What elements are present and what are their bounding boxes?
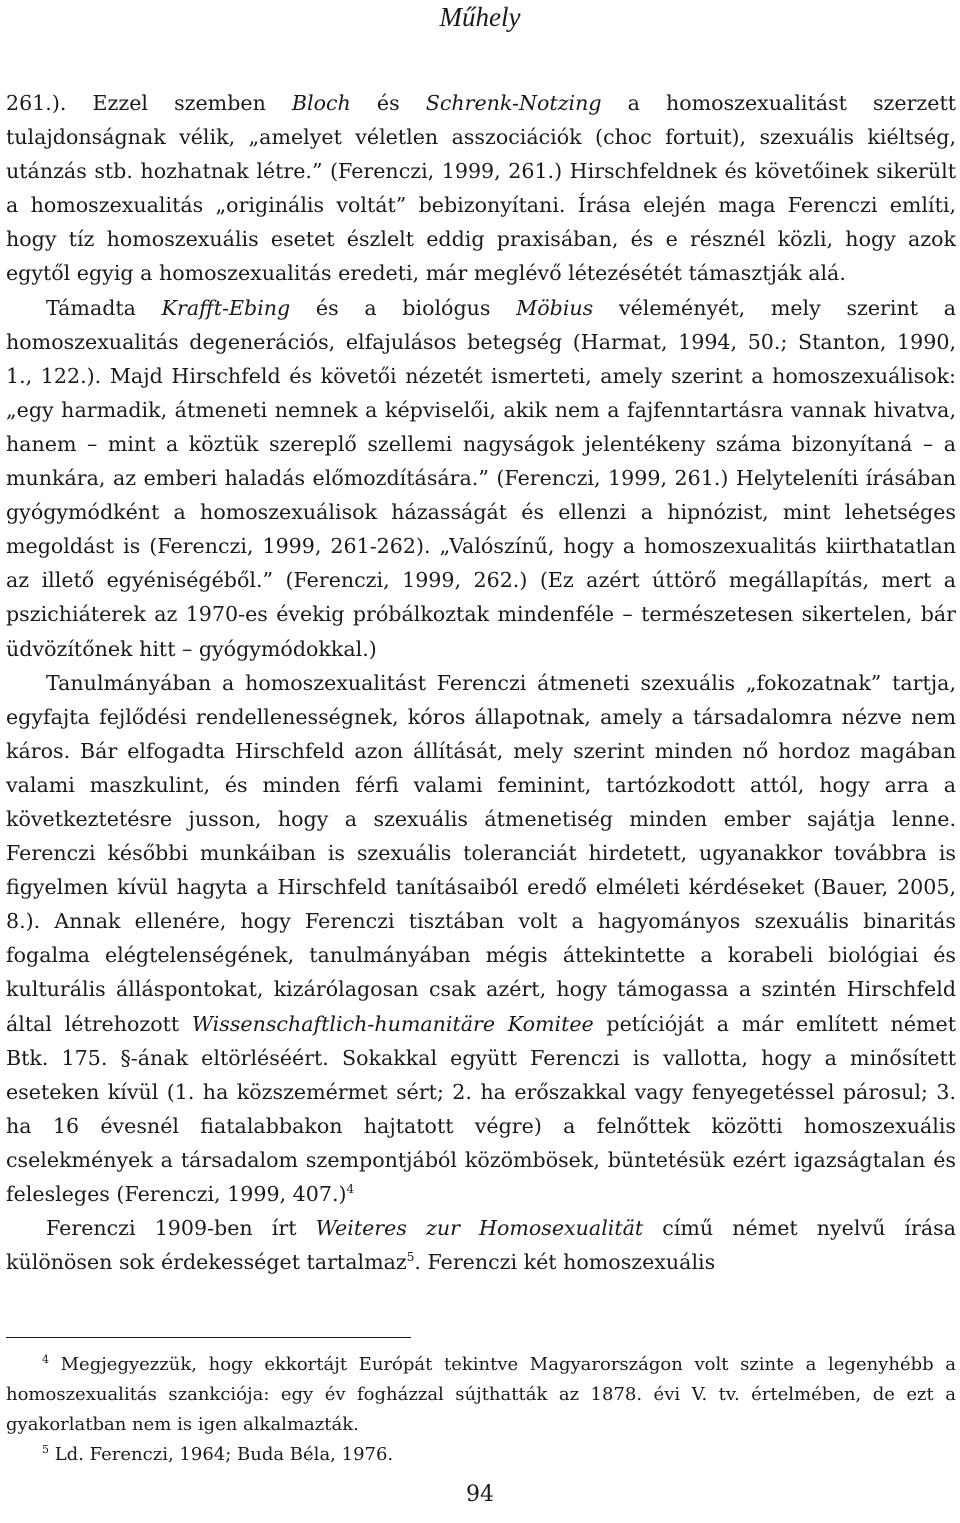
footnote-4	[6, 1350, 956, 1440]
paragraph-4	[6, 1211, 956, 1279]
text-segment: a homoszexualitást szerzett tulajdonságnak vélik, „amelyet véletlen asszociációk (choc fortuit), szexuális kiéltség, utánzás stb. hozhatnak létre.” (Ferenczi, 1999, 261.) Hirschfeldnek és követőinek sikerült a homoszexualitás „originális voltát” bebizonyítani. Írása elején maga Ferenczi említi, hogy tíz homoszexuális esetet észlelt eddig praxisában, és e résznél közli, hogy azok egytől egyig a homoszexualitás eredeti, már meglévő létezésétét támasztják alá.	[6, 91, 956, 286]
paragraph-3	[6, 666, 956, 1212]
paragraph-2	[6, 291, 956, 666]
text-segment: Ferenczi 1909-ben írt	[46, 1216, 316, 1241]
footnotes	[6, 1350, 956, 1470]
name-schrenk-notzing: Schrenk-Notzing	[425, 91, 602, 115]
name-mobius: Möbius	[516, 295, 594, 320]
footnote-text: Ld. Ferenczi, 1964; Buda Béla, 1976.	[49, 1444, 394, 1465]
running-header: Műhely	[439, 2, 521, 32]
text-segment: véleményét, mely szerint a homoszexualitás degenerációs, elfajulásos betegség (Harmat, 1994, 50.; Stanton, 1990, 1., 122.). Majd Hirschfeld és követői nézetét ismerteti, amely szerint a homoszexuálisok: „egy harmadik, átmeneti nemnek a képviselői, akik nem a fajfenntartásra vannak hivatva, hanem – mint a köztük szereplő szellemi nagyságok jelentékeny száma bizonyítaná – a munkára, az emberi haladás előmozdítására.” (Ferenczi, 1999, 261.) Helyteleníti írásában gyógymódként a homoszexuálisok házasságát és ellenzi a hipnózist, mint lehetséges megoldást is (Ferenczi, 1999, 261-262). „Valószínű, hogy a homoszexualitás kiirthatatlan az illető egyéniségéből.” (Ferenczi, 1999, 262.) (Ez azért úttörő megállapítás, mert a pszichiáterek az 1970-es évekig próbálkoztak mindenféle – természetesen sikertelen, bár üdvözítőnek hitt – gyógymódokkal.)	[6, 295, 956, 661]
paragraph-1	[6, 86, 956, 291]
footnote-number: 5	[42, 1443, 49, 1456]
article-body	[6, 86, 956, 1279]
footnote-reference-5[interactable]: 5	[406, 1250, 415, 1265]
text-segment: 261.). Ezzel szemben	[6, 91, 292, 115]
footnote-text: Megjegyezzük, hogy ekkortájt Európát tekintve Magyarországon volt szinte a legenyhébb a homoszexualitás szankciója: egy év fogházzal sújthatták az 1878. évi V. tv. értelmében, de ezt a gyakorlatban nem is igen alkalmazták.	[6, 1354, 956, 1435]
page-number: 94	[466, 1482, 494, 1507]
footnote-reference-4[interactable]: 4	[346, 1182, 355, 1197]
text-segment: petícióját a már említett német Btk. 175. §-ának eltörléséért. Sokakkal együtt Ferenczi is vallotta, hogy a minősített eseteken kívül (1. ha közszemérmet sért; 2. ha erőszakkal vagy fenyegetéssel párosul; 3. ha 16 évesnél fiatalabbakon hajtatott végre) a felnőttek közötti homoszexuális cselekmények a társadalom szempontjából közömbösek, büntetésük ezért igazságtalan és felesleges (Ferenczi, 1999, 407.)	[6, 1011, 956, 1206]
footnote-5	[6, 1440, 956, 1470]
footnote-separator	[6, 1337, 411, 1338]
footnote-number: 4	[42, 1353, 49, 1366]
name-bloch: Bloch	[291, 91, 351, 115]
text-segment: Tanulmányában a homoszexualitást Ferenczi átmeneti szexuális „fokozatnak” tartja, egyfajta fejlődési rendellenességnek, kóros állapotnak, amely a társadalomra nézve nem káros. Bár elfogadta Hirschfeld azon állítását, mely szerint minden nő hordoz magában valami maszkulint, és minden férfi valami feminint, tartózkodott attól, hogy arra a következtetésre jusson, hogy a szexuális átmenetiség minden ember sajátja lenne. Ferenczi későbbi munkáiban is szexuális toleranciát hirdetett, ugyanakkor továbbra is figyelmen kívül hagyta a Hirschfeld tanításaiból eredő elméleti kérdéseket (Bauer, 2005, 8.). Annak ellenére, hogy Ferenczi tisztában volt a hagyományos szexuális binaritás fogalma elégtelenségének, tanulmányában mégis áttekintette a korabeli biológiai és kulturális álláspontokat, kizárólagosan csak azért, hogy támogassa a szintén Hirschfeld által létrehozott	[6, 670, 956, 1036]
text-segment: című német nyelvű írása különösen sok érdekességet tartalmaz	[6, 1216, 956, 1275]
name-krafft-ebing: Krafft-Ebing	[161, 295, 291, 320]
text-segment: Támadta	[46, 295, 162, 320]
text-segment: és	[350, 91, 426, 115]
text-segment: . Ferenczi két homoszexuális	[414, 1250, 716, 1275]
text-segment: és a biológus	[290, 295, 517, 320]
work-title: Weiteres zur Homosexualität	[315, 1216, 644, 1241]
organization-name: Wissenschaftlich-humanitäre Komitee	[191, 1011, 594, 1036]
